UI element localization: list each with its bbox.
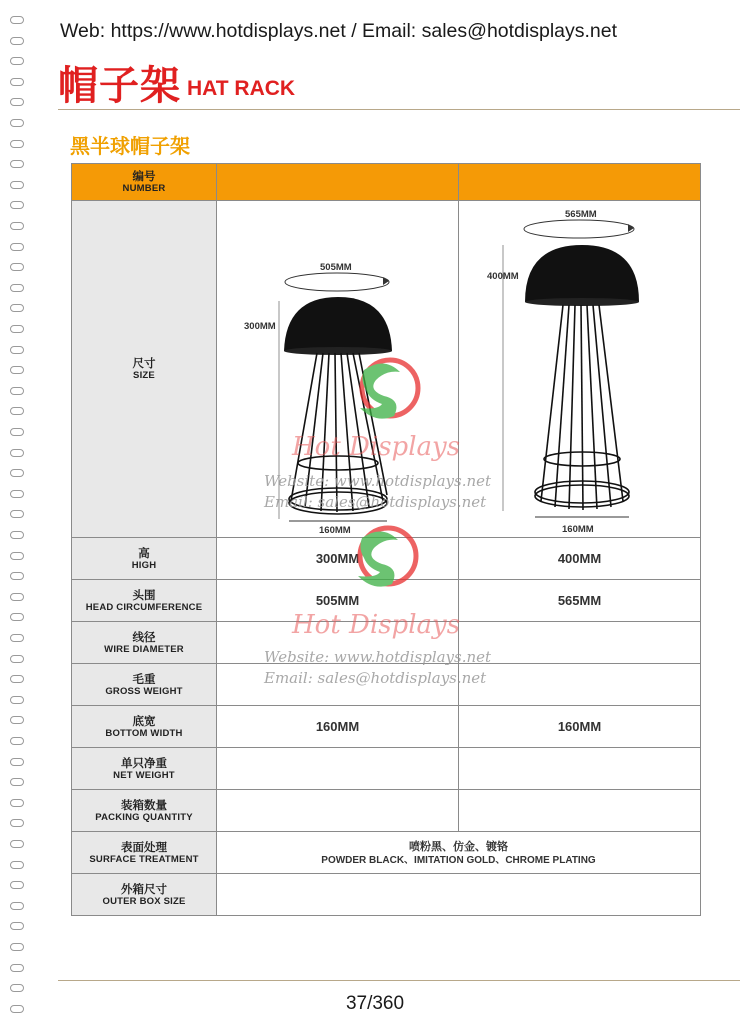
binding-ring	[10, 613, 24, 621]
binding-ring	[10, 840, 24, 848]
product-subtitle: 黑半球帽子架	[70, 134, 190, 158]
circumference-b: 565MM	[459, 580, 701, 622]
binding-ring	[10, 366, 24, 374]
binding-ring	[10, 387, 24, 395]
binding-ring	[10, 201, 24, 209]
binding-ring	[10, 634, 24, 642]
label-wire-diameter: 线径 WIRE DIAMETER	[72, 622, 217, 664]
binding-ring	[10, 346, 24, 354]
binding-ring	[10, 243, 24, 251]
binding-ring	[10, 119, 24, 127]
binding-ring	[10, 819, 24, 827]
number-a	[217, 164, 459, 201]
table-row-surface-treatment	[72, 832, 701, 874]
binding-ring	[10, 449, 24, 457]
binding-ring	[10, 922, 24, 930]
watermark-website: Website: www.hotdisplays.net	[264, 472, 492, 490]
top-divider	[58, 109, 740, 110]
binding-ring	[10, 140, 24, 148]
bottom-label-b: 160MM	[562, 524, 594, 535]
title-chinese: 帽子架	[58, 63, 181, 109]
watermark-logo-icon-2	[344, 518, 424, 598]
number-b	[459, 164, 701, 201]
binding-ring	[10, 98, 24, 106]
table-row-outer-box-size	[72, 874, 701, 916]
binding-ring	[10, 572, 24, 580]
packing-b	[459, 790, 701, 832]
binding-ring	[10, 428, 24, 436]
net-a	[217, 748, 459, 790]
binding-ring	[10, 16, 24, 24]
binding-ring	[10, 716, 24, 724]
watermark-email-2: Email: sales@hotdisplays.net	[264, 669, 487, 687]
circumference-label-b: 565MM	[565, 209, 597, 220]
surface-treatment-value: 喷粉黑、仿金、镀铬 POWDER BLACK、IMITATION GOLD、CHROME PLATING	[217, 832, 701, 874]
binding-ring	[10, 510, 24, 518]
table-row-packing-quantity	[72, 790, 701, 832]
binding-ring	[10, 778, 24, 786]
high-a: 300MM	[217, 538, 459, 580]
label-size: 尺寸 SIZE	[72, 201, 217, 538]
binding-ring	[10, 943, 24, 951]
label-bottom-width: 底宽 BOTTOM WIDTH	[72, 706, 217, 748]
page-title	[58, 54, 295, 111]
binding-ring	[10, 902, 24, 910]
high-b: 400MM	[459, 538, 701, 580]
net-b	[459, 748, 701, 790]
binding-ring	[10, 490, 24, 498]
binding-ring	[10, 469, 24, 477]
binding-ring	[10, 78, 24, 86]
title-english: HAT RACK	[187, 77, 296, 100]
binding-ring	[10, 222, 24, 230]
binding-ring	[10, 160, 24, 168]
outer-box-value	[217, 874, 701, 916]
label-outer-box-size: 外箱尺寸 OUTER BOX SIZE	[72, 874, 217, 916]
watermark-website-2: Website: www.hotdisplays.net	[264, 648, 492, 666]
page-number: 37/360	[345, 993, 405, 1014]
circumference-a: 505MM	[217, 580, 459, 622]
label-high: 高 HIGH	[72, 538, 217, 580]
binding-ring	[10, 531, 24, 539]
bottom-b: 160MM	[459, 706, 701, 748]
height-label-a: 300MM	[244, 321, 276, 332]
wire-b	[459, 622, 701, 664]
watermark-brand: Hot Displays	[292, 432, 461, 462]
table-row-number	[72, 164, 701, 201]
packing-a	[217, 790, 459, 832]
binding-ring	[10, 593, 24, 601]
binding-ring	[10, 861, 24, 869]
binding-ring	[10, 325, 24, 333]
binding-ring	[10, 758, 24, 766]
binding-ring	[10, 37, 24, 45]
binding-ring	[10, 57, 24, 65]
binding-ring	[10, 304, 24, 312]
bottom-label-a: 160MM	[319, 525, 351, 536]
watermark-email: Email: sales@hotdisplays.net	[264, 493, 487, 511]
circumference-label-a: 505MM	[320, 262, 352, 273]
binding-ring	[10, 984, 24, 992]
binding-ring	[10, 675, 24, 683]
contact-line: Web: https://www.hotdisplays.net / Email: sales@hotdisplays.net	[60, 20, 618, 42]
bottom-divider	[58, 980, 740, 981]
label-surface-treatment: 表面处理 SURFACE TREATMENT	[72, 832, 217, 874]
binding-ring	[10, 181, 24, 189]
watermark-logo-icon	[346, 350, 426, 430]
binding-ring	[10, 552, 24, 560]
drawing-cell-b	[459, 201, 701, 538]
binding-ring	[10, 881, 24, 889]
hat-rack-drawing-b	[459, 201, 703, 537]
table-row-net-weight	[72, 748, 701, 790]
bottom-a: 160MM	[217, 706, 459, 748]
label-gross-weight: 毛重 GROSS WEIGHT	[72, 664, 217, 706]
watermark-brand-2: Hot Displays	[292, 610, 461, 640]
label-net-weight: 单只净重 NET WEIGHT	[72, 748, 217, 790]
label-number: 编号 NUMBER	[72, 164, 217, 201]
binding-ring	[10, 964, 24, 972]
gross-b	[459, 664, 701, 706]
binding-ring	[10, 407, 24, 415]
binding-ring	[10, 737, 24, 745]
spiral-binding	[6, 10, 28, 1030]
height-label-b: 400MM	[487, 271, 519, 282]
table-row-bottom-width	[72, 706, 701, 748]
label-packing-quantity: 装箱数量 PACKING QUANTITY	[72, 790, 217, 832]
binding-ring	[10, 655, 24, 663]
label-head-circumference: 头围 HEAD CIRCUMFERENCE	[72, 580, 217, 622]
binding-ring	[10, 696, 24, 704]
binding-ring	[10, 263, 24, 271]
binding-ring	[10, 284, 24, 292]
binding-ring	[10, 799, 24, 807]
